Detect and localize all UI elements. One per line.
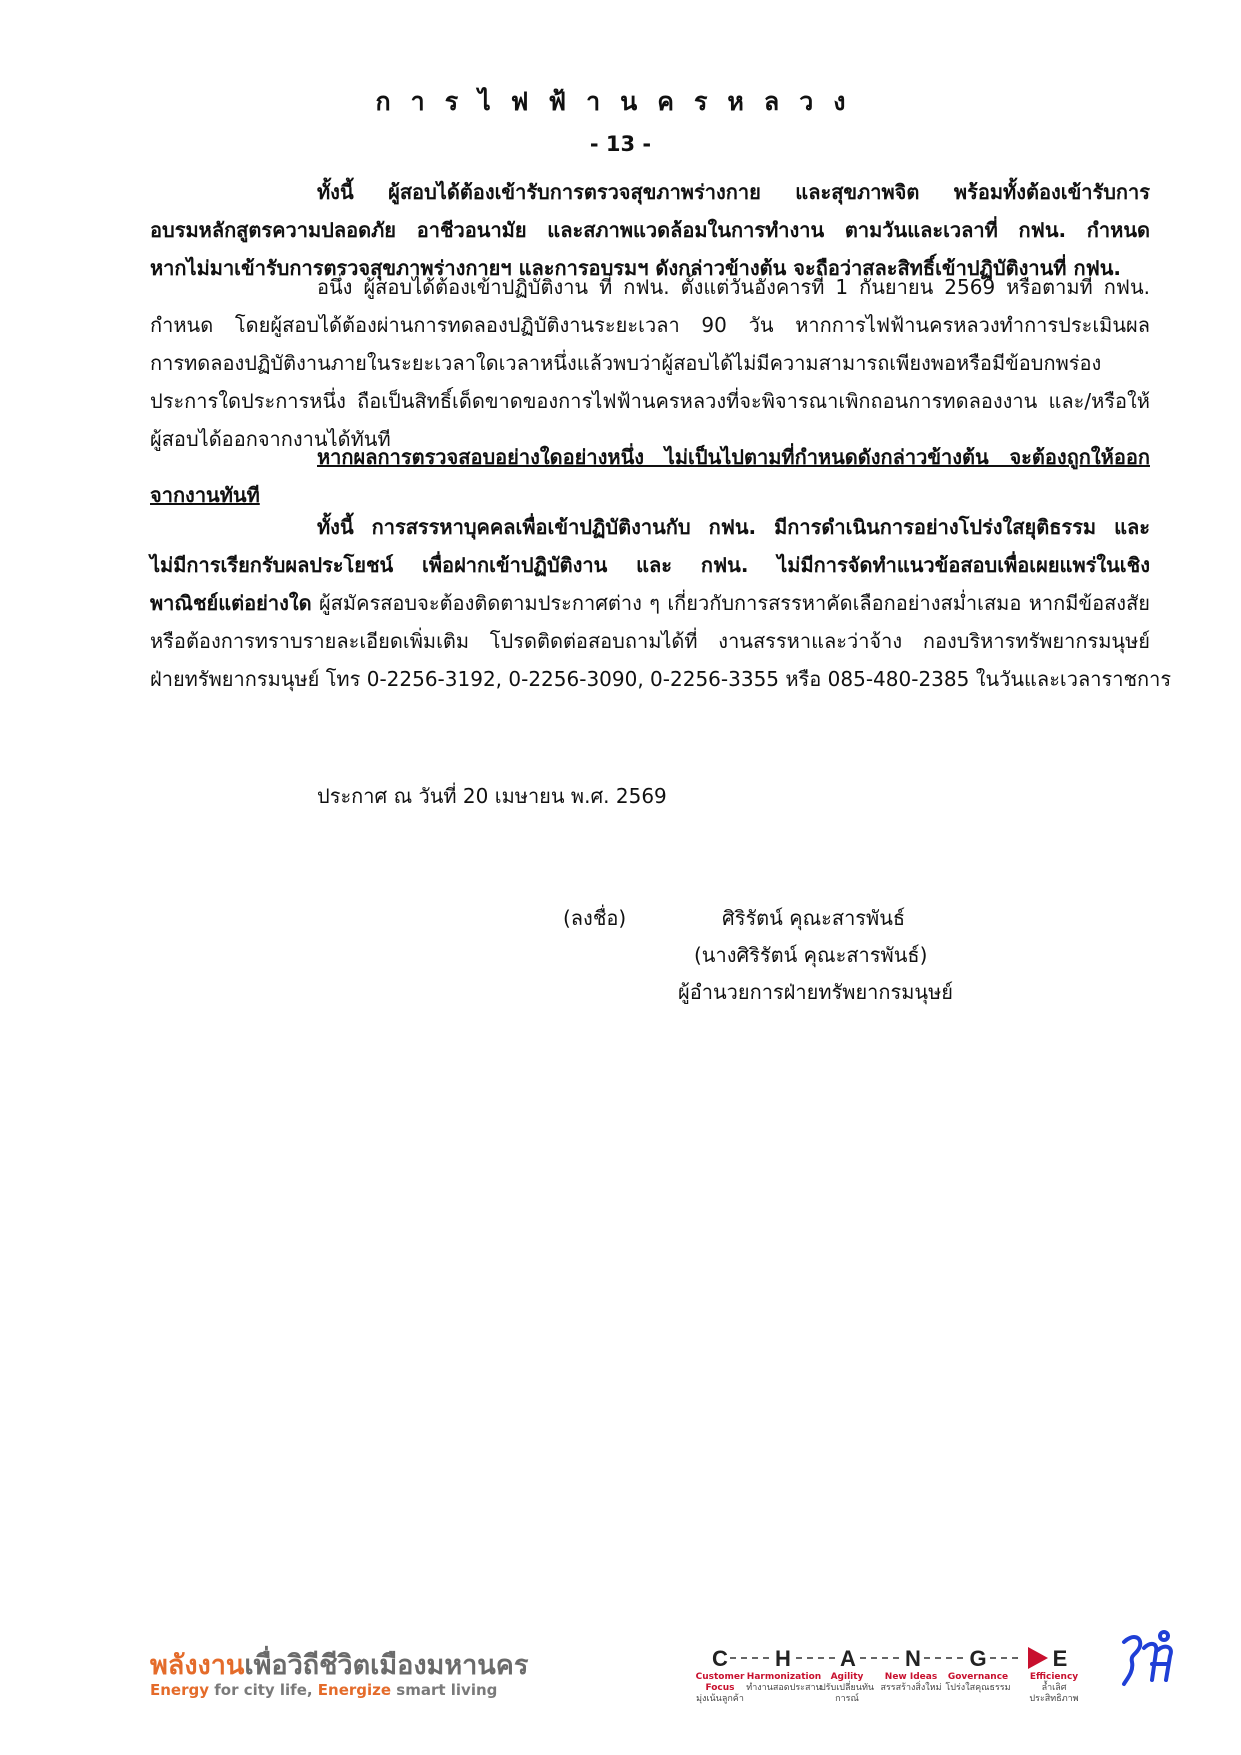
value-en: New Ideas <box>884 1672 938 1682</box>
value-en: Agility <box>830 1672 864 1682</box>
printed-name: (นางศิริรัตน์ คุณะสารพันธ์) <box>694 943 928 967</box>
change-letter: E <box>1052 1646 1068 1671</box>
value-th: ล้ำเลิศประสิทธิภาพ <box>1029 1683 1079 1704</box>
slogan-en-text: for city life, <box>209 1681 318 1699</box>
paragraph-line <box>150 584 1150 622</box>
change-letter: H <box>775 1646 791 1671</box>
paragraph-line: ทั้งนี้ ผู้สอบได้ต้องเข้ารับการตรวจสุขภาพร่างกาย และสุขภาพจิต พร้อมทั้งต้องเข้ารับการ <box>317 180 1150 204</box>
change-value-harmonization <box>746 1672 822 1694</box>
change-value-efficiency <box>1022 1672 1086 1705</box>
value-en: Harmonization <box>746 1672 822 1682</box>
paragraph-transparency <box>150 508 1172 698</box>
arrow-icon <box>1028 1647 1048 1669</box>
slogan-en-energy: Energy <box>150 1681 210 1699</box>
signed-name: ศิริรัตน์ คุณะสารพันธ์ <box>722 906 906 930</box>
mea-logo-icon <box>1118 1628 1180 1690</box>
paragraph-line: กำหนด โดยผู้สอบได้ต้องผ่านการทดลองปฏิบัติงานระยะเวลา 90 วัน หากการไฟฟ้านครหลวงทำการประเมินผล <box>150 313 1150 337</box>
change-value-agility <box>812 1672 882 1705</box>
value-en: Customer Focus <box>695 1672 745 1693</box>
paragraph-line: อนึ่ง ผู้สอบได้ต้องเข้าปฏิบัติงาน ที่ กฟน. ตั้งแต่วันอังคารที่ 1 กันยายน 2569 หรือตามที่ กฟน. <box>317 275 1150 299</box>
change-values-bar <box>710 1643 1110 1673</box>
value-th: โปร่งใสคุณธรรม <box>945 1683 1011 1693</box>
value-th: ทำงานสอดประสาน <box>746 1683 822 1693</box>
paragraph-line: หากผลการตรวจสอบอย่างใดอย่างหนึ่ง ไม่เป็นไปตามที่กำหนดดังกล่าวข้างต้น จะต้องถูกให้ออก <box>317 445 1150 469</box>
paragraph-line: จากงานทันที <box>150 483 260 507</box>
change-value-governance <box>940 1672 1016 1694</box>
paragraph-line: หากไม่มาเข้ารับการตรวจสุขภาพร่างกายฯ และการอบรมฯ ดังกล่าวข้างต้น จะถือว่าสละสิทธิ์เข้าปฏิบัติงานที่ กฟน. <box>150 256 1121 280</box>
paragraph-line: ทั้งนี้ การสรรหาบุคคลเพื่อเข้าปฏิบัติงานกับ กฟน. มีการดำเนินการอย่างโปร่งใสยุติธรรม และ <box>317 515 1150 539</box>
change-letter: N <box>905 1646 921 1671</box>
change-letter: C <box>712 1646 728 1671</box>
change-value-new-ideas <box>876 1672 946 1694</box>
bold-phrase: พาณิชย์แต่อย่างใด <box>150 591 312 615</box>
paragraph-line: ฝ่ายทรัพยากรมนุษย์ โทร 0-2256-3192, 0-2256-3090, 0-2256-3355 หรือ 085-480-2385 ในวันและเวลาราชการ <box>150 667 1172 691</box>
change-letter: G <box>969 1646 987 1671</box>
page-number: - 13 - <box>589 132 652 156</box>
paragraph-line: การทดลองปฏิบัติงานภายในระยะเวลาใดเวลาหนึ่งแล้วพบว่าผู้สอบได้ไม่มีความสามารถเพียงพอหรือมีข้อบกพร่อง <box>150 351 1102 375</box>
sign-label: (ลงชื่อ) <box>563 906 627 930</box>
value-th: ปรับเปลี่ยนทันการณ์ <box>819 1683 875 1704</box>
value-en: Efficiency <box>1029 1672 1079 1682</box>
paragraph-line: อบรมหลักสูตรความปลอดภัย อาชีวอนามัย และสภาพแวดล้อมในการทำงาน ตามวันและเวลาที่ กฟน. กำหนด <box>150 218 1150 242</box>
value-th: มุ่งเน้นลูกค้า <box>696 1694 744 1704</box>
paragraph-line: ผู้สอบได้ออกจากงานได้ทันที <box>150 427 391 451</box>
paragraph-line: หรือต้องการทราบรายละเอียดเพิ่มเติม โปรดติดต่อสอบถามได้ที่ งานสรรหาและว่าจ้าง กองบริหารทรัพยากรมนุษย์ <box>150 629 1150 653</box>
paragraph-dismissal-warning <box>150 438 1150 514</box>
slogan-en-text: smart living <box>391 1681 498 1699</box>
paragraph-start-date <box>150 268 1150 458</box>
paragraph-line: ไม่มีการเรียกรับผลประโยชน์ เพื่อฝากเข้าปฏิบัติงาน และ กฟน. ไม่มีการจัดทำแนวข้อสอบเพื่อเผยแพร่ในเชิง <box>150 553 1150 577</box>
slogan-rest: เพื่อวิถีชีวิตเมืองมหานคร <box>244 1650 529 1681</box>
value-en: Governance <box>947 1672 1009 1682</box>
announcement-date: ประกาศ ณ วันที่ 20 เมษายน พ.ศ. 2569 <box>317 784 667 808</box>
organization-title: การไฟฟ้านครหลวง <box>375 87 866 116</box>
slogan-en-energize: Energize <box>317 1681 392 1699</box>
paragraph-text: ผู้สมัครสอบจะต้องติดตามประกาศต่าง ๆ เกี่ยวกับการสรรหาคัดเลือกอย่างสม่ำเสมอ หากมีข้อสงสัย <box>311 591 1150 615</box>
paragraph-line: ประการใดประการหนึ่ง ถือเป็นสิทธิ์เด็ดขาดของการไฟฟ้านครหลวงที่จะพิจารณาเพิกถอนการทดลองงาน และ/หรือให้ <box>150 389 1150 413</box>
slogan-accent: พลังงาน <box>150 1650 245 1681</box>
footer-slogan-english <box>150 1681 497 1699</box>
signer-position: ผู้อำนวยการฝ่ายทรัพยากรมนุษย์ <box>678 980 953 1004</box>
footer-slogan-thai <box>150 1643 528 1686</box>
change-letter: A <box>840 1646 856 1671</box>
value-th: สรรสร้างสิ่งใหม่ <box>880 1683 942 1693</box>
